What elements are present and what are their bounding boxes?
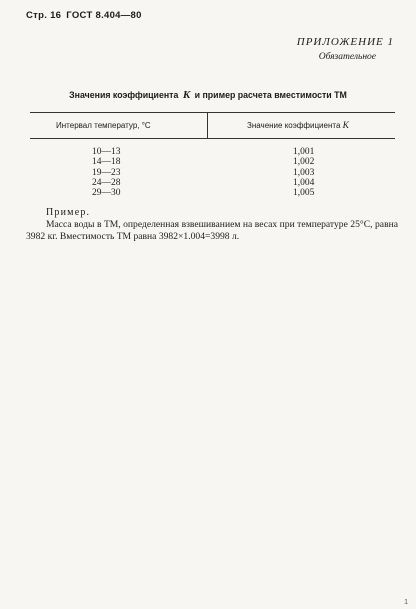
page-header bbox=[26, 10, 147, 21]
example-heading: Пример. bbox=[46, 207, 91, 218]
standard-number: ГОСТ 8.404—80 bbox=[66, 10, 142, 21]
appendix-title: ПРИЛОЖЕНИЕ 1 bbox=[296, 36, 394, 48]
table-row-interval: 19—23 bbox=[92, 167, 121, 178]
table-title bbox=[30, 89, 386, 101]
column-header-interval: Интервал температур, °С bbox=[56, 121, 151, 130]
table-title-k-symbol: K bbox=[182, 89, 191, 101]
table-row-interval: 29—30 bbox=[92, 188, 121, 199]
interval-column bbox=[92, 147, 121, 198]
coefficient-column bbox=[293, 147, 314, 198]
page-corner-mark: 1 bbox=[404, 599, 408, 606]
page-label: Стр. 16 bbox=[26, 10, 62, 21]
table-row-coefficient: 1,001 bbox=[293, 147, 315, 157]
example-text: Масса воды в ТМ, определенная взвешиванием на весах при температуре 25°С, равна 3982 кг. Вместимость ТМ равна 3982×1.004=3998 л. bbox=[26, 219, 398, 242]
table-column-divider bbox=[207, 112, 208, 138]
table-row-interval: 14—18 bbox=[92, 157, 121, 168]
table-row-coefficient: 1,004 bbox=[293, 177, 315, 188]
column-header-coefficient-label: Значение коэффициента bbox=[247, 121, 341, 130]
table-title-lead: Значения коэффициента bbox=[69, 90, 179, 100]
appendix-subtitle: Обязательное bbox=[318, 52, 376, 62]
table-header-rule bbox=[30, 138, 395, 139]
table-row-coefficient: 1,003 bbox=[293, 167, 315, 178]
column-header-coefficient bbox=[247, 121, 349, 131]
table-title-tail: и пример расчета вместимости ТМ bbox=[194, 90, 347, 100]
table-row-interval: 24—28 bbox=[92, 177, 121, 188]
table-row-coefficient: 1,005 bbox=[293, 188, 315, 199]
table-top-rule bbox=[30, 112, 395, 113]
column-header-k-symbol: K bbox=[342, 121, 349, 131]
table-row-coefficient: 1,002 bbox=[293, 157, 315, 168]
table-row-interval: 10—13 bbox=[92, 147, 121, 157]
